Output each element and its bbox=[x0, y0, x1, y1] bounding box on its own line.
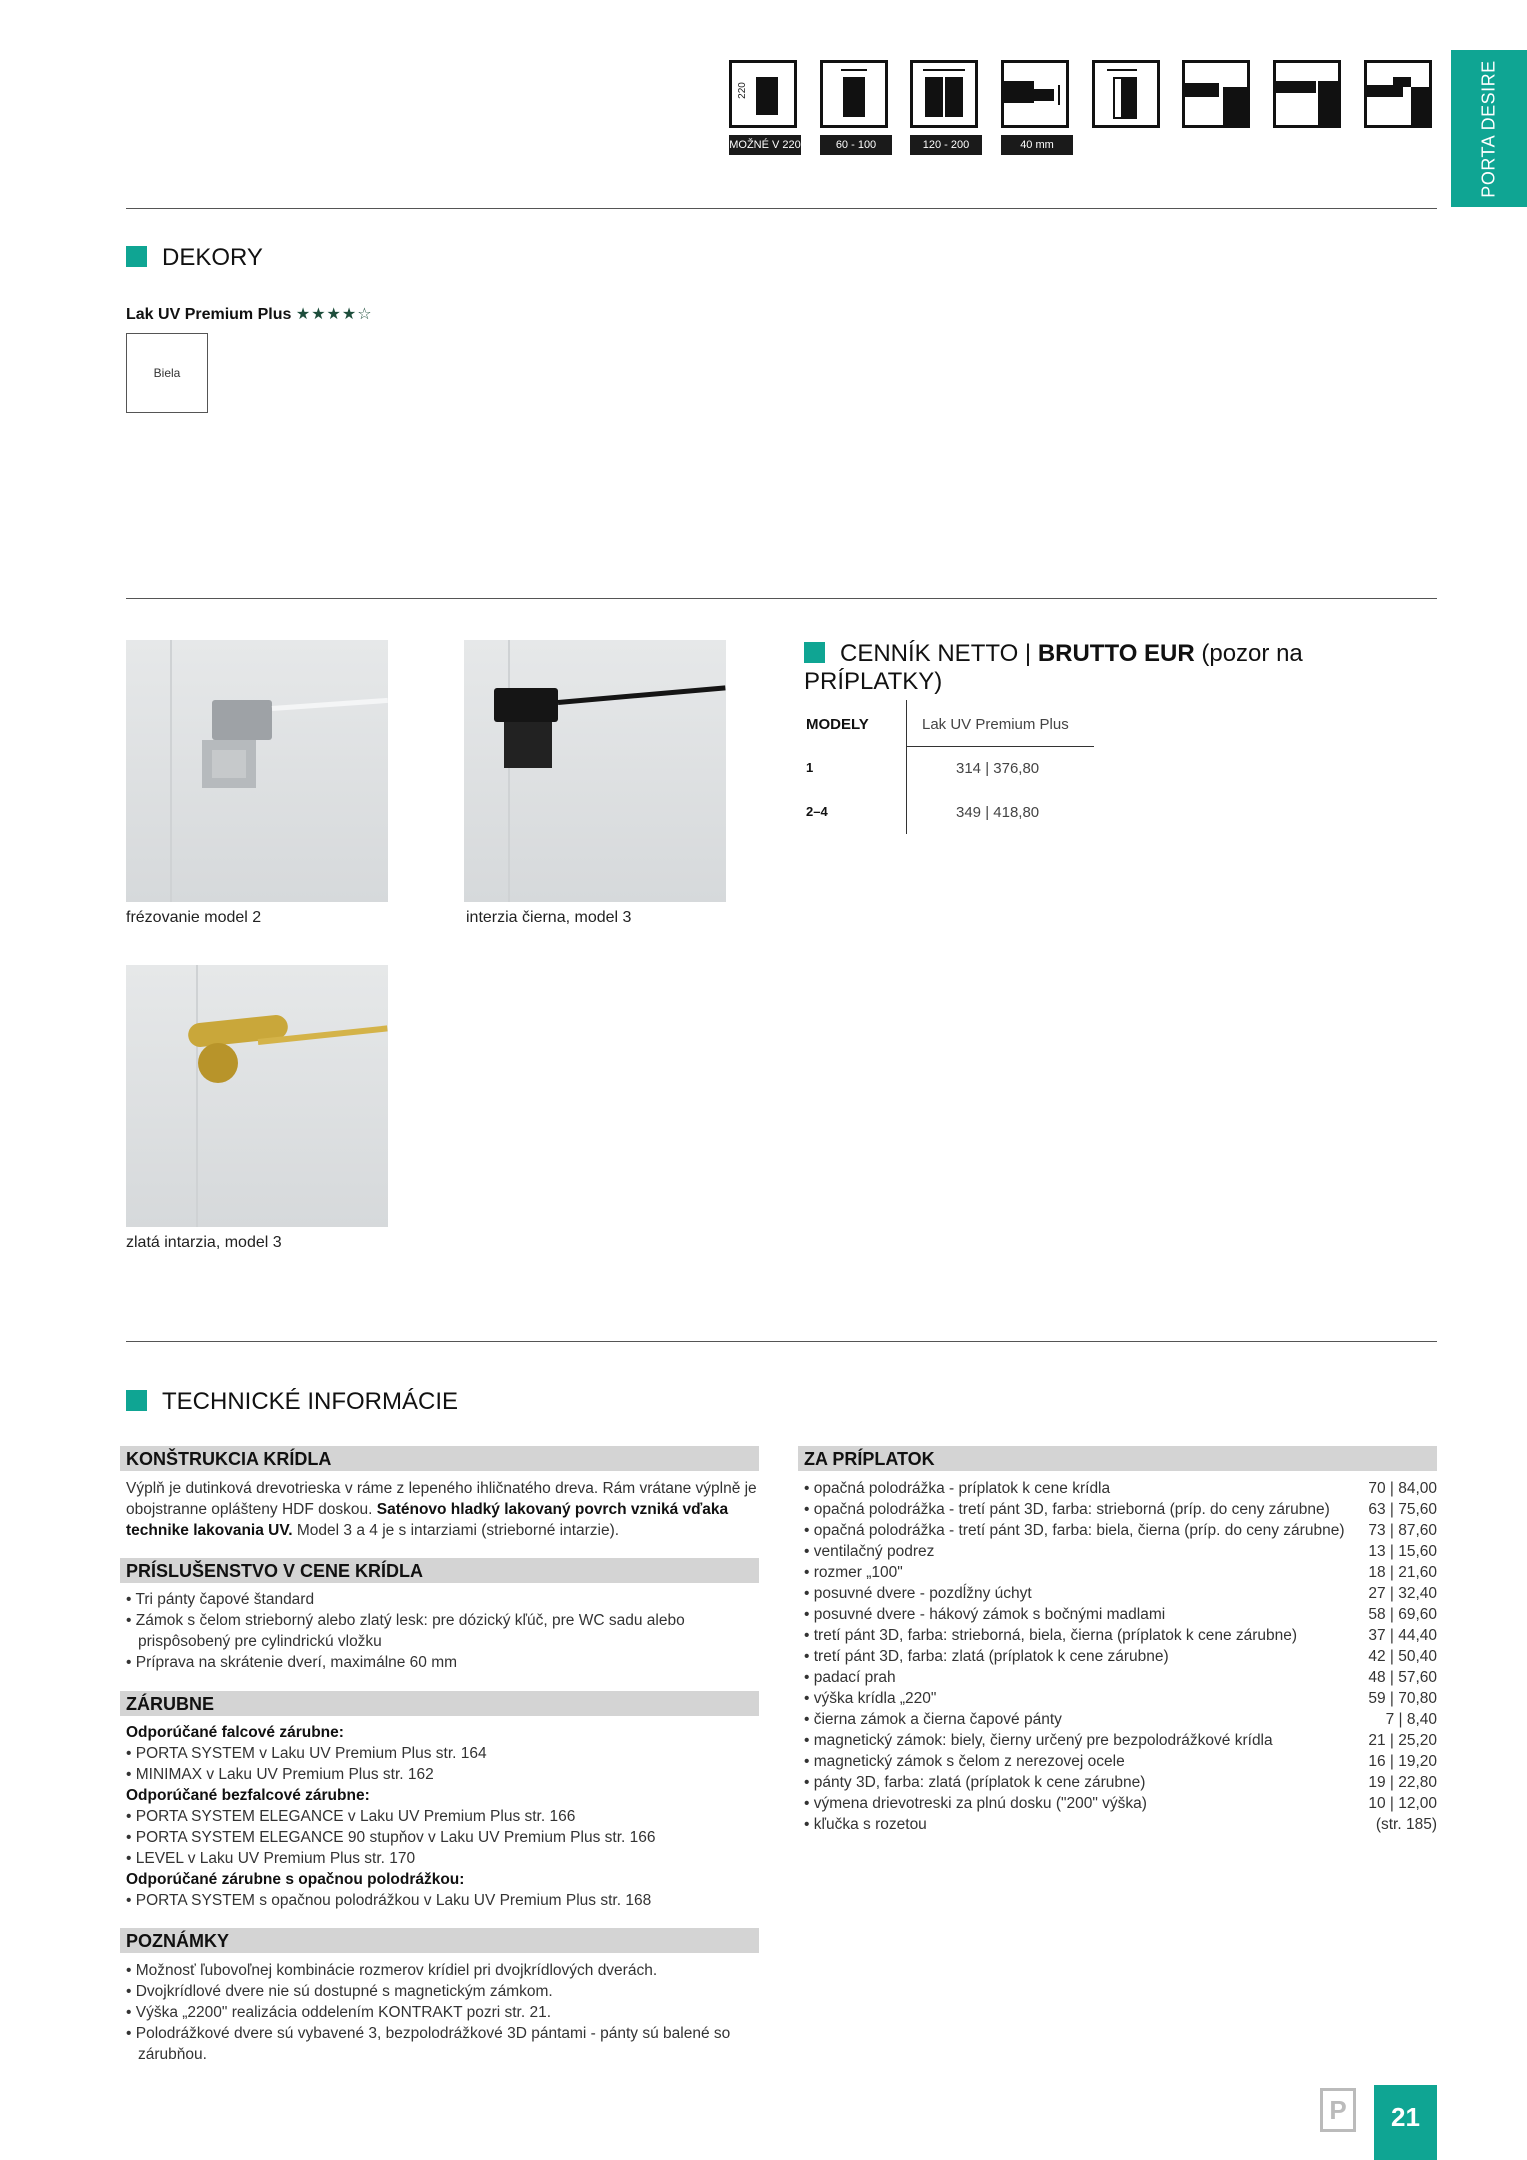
list-item: • PORTA SYSTEM ELEGANCE v Laku UV Premium Plus str. 166 bbox=[126, 1808, 576, 1825]
list-item: • výška krídla „220" 59 | 70,80 bbox=[804, 1690, 1437, 1707]
list-item: • Možnosť ľubovoľnej kombinácie rozmerov krídiel pri dvojkrídlových dverách. bbox=[126, 1962, 658, 1979]
page-number: 21 bbox=[1374, 2085, 1437, 2160]
list-item: • ventilačný podrez 13 | 15,60 bbox=[804, 1543, 1437, 1560]
decors-heading: DEKORY bbox=[126, 244, 263, 272]
list-item: • LEVEL v Laku UV Premium Plus str. 170 bbox=[126, 1850, 416, 1867]
double-door-width-icon bbox=[910, 60, 978, 128]
frame-depth-icon bbox=[1092, 60, 1160, 128]
side-tab bbox=[1451, 50, 1527, 207]
divider bbox=[126, 598, 1437, 599]
photo-caption-2: interzia čierna, model 3 bbox=[466, 909, 632, 926]
price-table bbox=[804, 700, 1094, 834]
double-width-label: 120 - 200 bbox=[910, 135, 982, 155]
list-item: • výmena drievotreski za plnú dosku ("200" výška) 10 | 12,00 bbox=[804, 1795, 1437, 1812]
rebated-frame-icon bbox=[1182, 60, 1250, 128]
decor-finish bbox=[126, 304, 373, 324]
finish-rating: ★★★★☆ bbox=[295, 306, 373, 323]
list-item: • tretí pánt 3D, farba: zlatá (príplatok k cene zárubne) 42 | 50,40 bbox=[804, 1648, 1437, 1665]
col-models-header: MODELY bbox=[806, 716, 869, 733]
reverse-frame-icon bbox=[1364, 60, 1432, 128]
surcharge-list bbox=[804, 1478, 1437, 1835]
frames-sub: Odporúčané falcové zárubne: bbox=[126, 1724, 344, 1741]
list-item: • PORTA SYSTEM ELEGANCE 90 stupňov v Laku UV Premium Plus str. 166 bbox=[126, 1829, 656, 1846]
list-item: • Zámok s čelom strieborný alebo zlatý lesk: pre dózický kľúč, pre WC sadu alebo prispôsobený pre cylindrickú vložku bbox=[126, 1612, 685, 1650]
construction-bar: KONŠTRUKCIA KRÍDLA bbox=[120, 1446, 759, 1471]
height-dimension: 220 bbox=[736, 82, 748, 99]
list-item: • Polodrážkové dvere sú vybavené 3, bezpolodrážkové 3D pántami - pánty sú balené so zárubňou. bbox=[126, 2025, 731, 2063]
door-height-icon bbox=[729, 60, 797, 128]
list-item: • PORTA SYSTEM v Laku UV Premium Plus str. 164 bbox=[126, 1745, 487, 1762]
porta-logo-icon: P bbox=[1320, 2088, 1356, 2132]
photo-caption-3: zlatá intarzia, model 3 bbox=[126, 1234, 282, 1251]
list-item: • Tri pánty čapové štandard bbox=[126, 1591, 315, 1608]
list-item: • opačná polodrážka - tretí pánt 3D, farba: strieborná (príp. do ceny zárubne) 63 | 75,60 bbox=[804, 1501, 1437, 1518]
side-tab-label: PORTA DESIRE bbox=[1478, 59, 1499, 198]
height-label: MOŽNÉ V 220 bbox=[729, 135, 801, 155]
photo-gold-inlay-model-3 bbox=[126, 965, 388, 1227]
door-thickness-icon bbox=[1001, 60, 1069, 128]
frames-list bbox=[126, 1722, 759, 1911]
list-item: • tretí pánt 3D, farba: strieborná, biela, čierna (príplatok k cene zárubne) 37 | 44,40 bbox=[804, 1627, 1437, 1644]
finish-name: Lak UV Premium Plus bbox=[126, 306, 292, 323]
pricing-heading: CENNÍK NETTO | BRUTTO EUR (pozor na PRÍPLATKY) bbox=[804, 640, 1303, 695]
price-row-value: 349 | 418,80 bbox=[956, 804, 1040, 821]
list-item: • opačná polodrážka - príplatok k cene krídla 70 | 84,00 bbox=[804, 1480, 1437, 1497]
list-item: • PORTA SYSTEM s opačnou polodrážkou v Laku UV Premium Plus str. 168 bbox=[126, 1892, 652, 1909]
list-item: • Dvojkrídlové dvere nie sú dostupné s magnetickým zámkom. bbox=[126, 1983, 553, 2000]
photo-black-inlay-model-3 bbox=[464, 640, 726, 902]
divider bbox=[126, 208, 1437, 209]
thickness-label: 40 mm bbox=[1001, 135, 1073, 155]
list-item: • kľučka s rozetou (str. 185) bbox=[804, 1816, 1437, 1833]
list-item: • posuvné dvere - hákový zámok s bočnými madlami 58 | 69,60 bbox=[804, 1606, 1437, 1623]
list-item: • posuvné dvere - pozdĺžny úchyt 27 | 32,40 bbox=[804, 1585, 1437, 1602]
price-row-model: 2–4 bbox=[806, 804, 828, 819]
single-width-label: 60 - 100 bbox=[820, 135, 892, 155]
photo-caption-1: frézovanie model 2 bbox=[126, 909, 262, 926]
price-row-model: 1 bbox=[806, 760, 814, 775]
list-item: • padací prah 48 | 57,60 bbox=[804, 1669, 1437, 1686]
frames-bar: ZÁRUBNE bbox=[120, 1691, 759, 1716]
list-item: • pánty 3D, farba: zlatá (príplatok k cene zárubne) 19 | 22,80 bbox=[804, 1774, 1437, 1791]
photo-milling-model-2 bbox=[126, 640, 388, 902]
construction-text: Výplň je dutinková drevotrieska v ráme z lepeného ihličnatého dreva. Rám vrátane výplně je obojstranne oplášteny HDF doskou. Saténovo hladký lakovaný povrch vzniká vďaka technike lakovania UV. Model 3 a 4 je s intarziami (strieborné intarzie). bbox=[126, 1480, 757, 1539]
accessories-list bbox=[126, 1589, 759, 1673]
list-item: • Príprava na skrátenie dverí, maximálne 60 mm bbox=[126, 1654, 458, 1671]
decor-swatch bbox=[126, 333, 208, 413]
col-finish-header: Lak UV Premium Plus bbox=[922, 716, 1069, 733]
swatch-label: Biela bbox=[153, 366, 181, 380]
list-item: • Výška „2200" realizácia oddelením KONTRAKT pozri str. 21. bbox=[126, 2004, 552, 2021]
list-item: • magnetický zámok: biely, čierny určený pre bezpolodrážkové krídla 21 | 25,20 bbox=[804, 1732, 1437, 1749]
list-item: • MINIMAX v Laku UV Premium Plus str. 162 bbox=[126, 1766, 434, 1783]
list-item: • rozmer „100" 18 | 21,60 bbox=[804, 1564, 1437, 1581]
surcharge-bar: ZA PRÍPLATOK bbox=[798, 1446, 1437, 1471]
divider bbox=[126, 1341, 1437, 1342]
flush-frame-icon bbox=[1273, 60, 1341, 128]
tech-heading: TECHNICKÉ INFORMÁCIE bbox=[126, 1388, 458, 1416]
list-item: • magnetický zámok s čelom z nerezovej ocele 16 | 19,20 bbox=[804, 1753, 1437, 1770]
frames-sub: Odporúčané bezfalcové zárubne: bbox=[126, 1787, 370, 1804]
price-row-value: 314 | 376,80 bbox=[956, 760, 1040, 777]
accessories-bar: PRÍSLUŠENSTVO V CENE KRÍDLA bbox=[120, 1558, 759, 1583]
frames-sub: Odporúčané zárubne s opačnou polodrážkou: bbox=[126, 1871, 465, 1888]
notes-bar: POZNÁMKY bbox=[120, 1928, 759, 1953]
single-door-width-icon bbox=[820, 60, 888, 128]
list-item: • opačná polodrážka - tretí pánt 3D, farba: biela, čierna (príp. do ceny zárubne) 73 | 87,60 bbox=[804, 1522, 1437, 1539]
notes-list bbox=[126, 1960, 759, 2065]
list-item: • čierna zámok a čierna čapové pánty 7 | 8,40 bbox=[804, 1711, 1437, 1728]
